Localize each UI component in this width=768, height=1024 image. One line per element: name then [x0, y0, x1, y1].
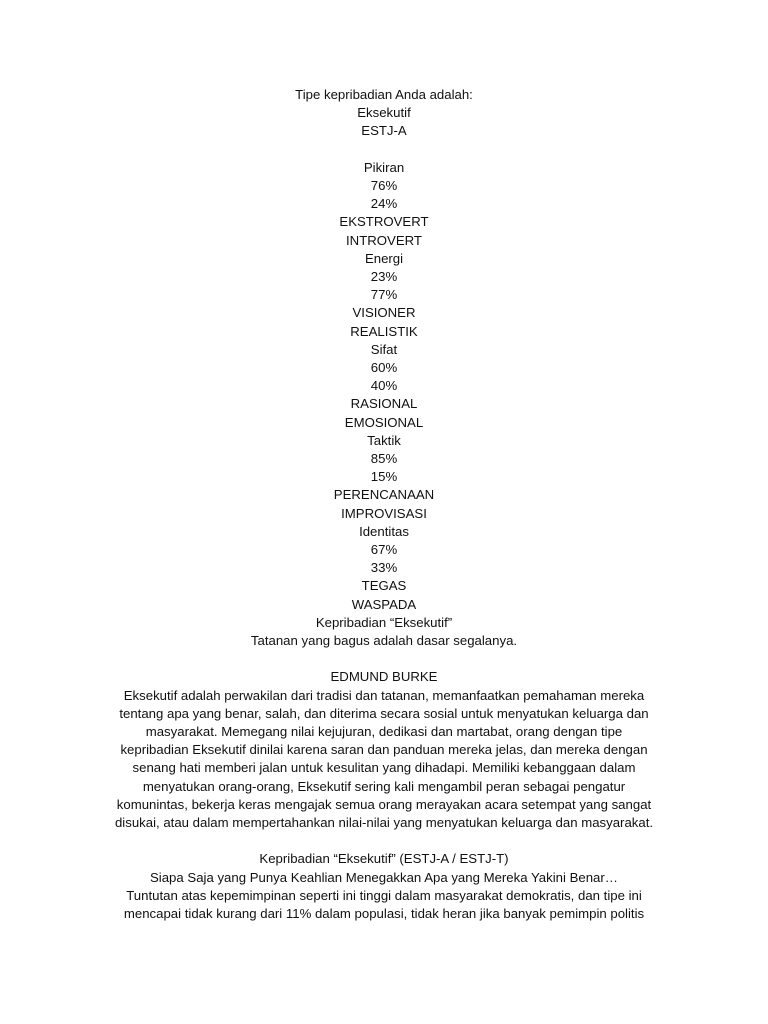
trait-category: Sifat — [370, 341, 398, 357]
quote-text: Tatanan yang bagus adalah dasar segalanya. — [250, 633, 518, 649]
section2-subheading: Siapa Saja yang Punya Keahlian Menegakkan Apa yang Mereka Yakini Benar… — [150, 869, 618, 885]
trait-percent-b: 33% — [370, 560, 398, 576]
trait-label-b: REALISTIK — [350, 323, 418, 339]
spacer — [0, 141, 768, 159]
description-line: Eksekutif adalah perwakilan dari tradisi dan tatanan, memanfaatkan pemahaman mereka — [123, 687, 645, 703]
trait-label-b: EMOSIONAL — [344, 414, 424, 430]
description-line: disukai, atau dalam mempertahankan nilai-nilai yang menyatukan keluarga dan masyarakat. — [114, 815, 654, 831]
trait-label-a: VISIONER — [352, 305, 416, 321]
trait-category: Taktik — [367, 432, 401, 448]
intro-text: Tipe kepribadian Anda adalah: — [295, 87, 473, 102]
description-paragraph — [89, 687, 679, 833]
trait-label-b: IMPROVISASI — [341, 505, 427, 521]
type-code: ESTJ-A — [361, 123, 407, 139]
trait-label-b: WASPADA — [351, 596, 417, 612]
document-page — [0, 86, 768, 923]
description-line: tentang apa yang benar, salah, dan diterima secara sosial untuk menyatukan keluarga dan — [119, 705, 649, 721]
trait-percent-b: 40% — [370, 378, 398, 394]
trait-label-a: PERENCANAAN — [333, 487, 435, 503]
description-line: kepribadian Eksekutif dinilai karena saran dan panduan mereka jelas, dan mereka dengan — [120, 742, 648, 758]
section2-heading: Kepribadian “Eksekutif” (ESTJ-A / ESTJ-T) — [259, 851, 509, 867]
quote-heading: Kepribadian “Eksekutif” — [315, 614, 453, 630]
description-line: menyatukan orang-orang, Eksekutif sering kali mengambil peran sebagai pengatur — [142, 778, 626, 794]
trait-percent-a: 76% — [370, 178, 398, 193]
trait-percent-b: 24% — [370, 196, 398, 212]
quote-author: EDMUND BURKE — [330, 669, 438, 685]
trait-percent-b: 77% — [370, 287, 398, 303]
description-line: masyarakat. Memegang nilai kejujuran, dedikasi dan martabat, orang dengan tipe — [145, 724, 623, 740]
description-line: komunintas, bekerja keras mengajak semua orang merayakan acara setempat yang sangat — [116, 796, 652, 812]
description-line: senang hati memberi jalan untuk kesulitan yang dihadapi. Memiliki kebanggaan dalam — [132, 760, 636, 776]
trait-percent-a: 60% — [370, 360, 398, 376]
section2-line: mencapai tidak kurang dari 11% dalam populasi, tidak heran jika banyak pemimpin politis — [123, 906, 645, 922]
spacer — [0, 650, 768, 668]
trait-category: Identitas — [359, 523, 409, 539]
trait-category: Energi — [364, 250, 404, 266]
trait-label-a: RASIONAL — [350, 396, 418, 412]
spacer — [0, 832, 768, 850]
trait-label-b: INTROVERT — [346, 232, 422, 248]
trait-label-a: EKSTROVERT — [339, 214, 429, 230]
section2-paragraph — [89, 887, 679, 923]
traits-list — [0, 159, 768, 614]
section2-line: Tuntutan atas kepemimpinan seperti ini tinggi dalam masyarakat demokratis, dan tipe ini — [126, 887, 642, 903]
type-name: Eksekutif — [357, 105, 411, 121]
trait-category: Pikiran — [363, 159, 405, 175]
trait-percent-a: 23% — [370, 269, 398, 285]
trait-percent-b: 15% — [370, 469, 398, 485]
trait-percent-a: 85% — [370, 451, 398, 467]
trait-percent-a: 67% — [370, 542, 398, 558]
trait-label-a: TEGAS — [361, 578, 407, 594]
